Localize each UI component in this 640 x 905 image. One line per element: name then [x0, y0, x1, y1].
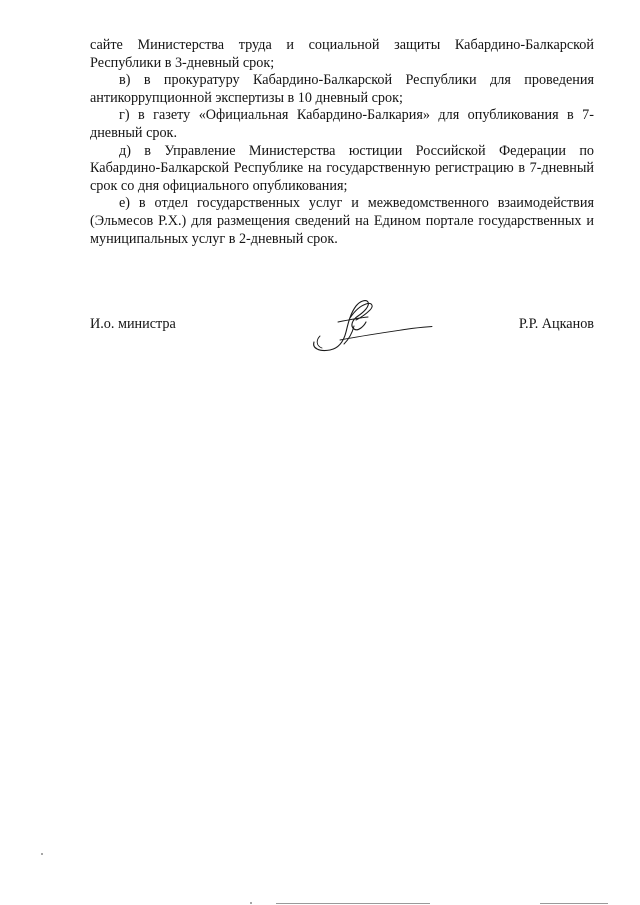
- paragraph-newspaper: г) в газету «Официальная Кабардино-Балкария» для опубликования в 7-дневный срок.: [90, 107, 594, 141]
- paragraph-prosecutor: в) в прокуратуру Кабардино-Балкарской Республики для проведения антикоррупционной экспертизы в 10 дневный срок;: [90, 72, 594, 106]
- scan-edge-line-left: [276, 903, 430, 904]
- document-body: [90, 37, 594, 248]
- handwritten-signature: [310, 296, 435, 354]
- paragraph-services-department: е) в отдел государственных услуг и межведомственного взаимодействия (Эльмесов Р.Х.) для размещения сведений на Едином портале государственных и муниципальных услуг в 2-дневный срок.: [90, 195, 594, 247]
- paragraph-website: сайте Министерства труда и социальной защиты Кабардино-Балкарской Республики в 3-дневный срок;: [90, 37, 594, 71]
- scan-edge-line-right: [540, 903, 608, 904]
- signatory-name: Р.Р. Ацканов: [518, 316, 594, 332]
- scan-speck: [41, 853, 43, 855]
- signature-block: [90, 312, 594, 352]
- signatory-title: И.о. министра: [90, 316, 176, 332]
- scan-speck: [250, 902, 252, 904]
- paragraph-justice-ministry: д) в Управление Министерства юстиции Российской Федерации по Кабардино-Балкарской Республике на государственную регистрацию в 7-дневный срок со дня официального опубликования;: [90, 142, 594, 194]
